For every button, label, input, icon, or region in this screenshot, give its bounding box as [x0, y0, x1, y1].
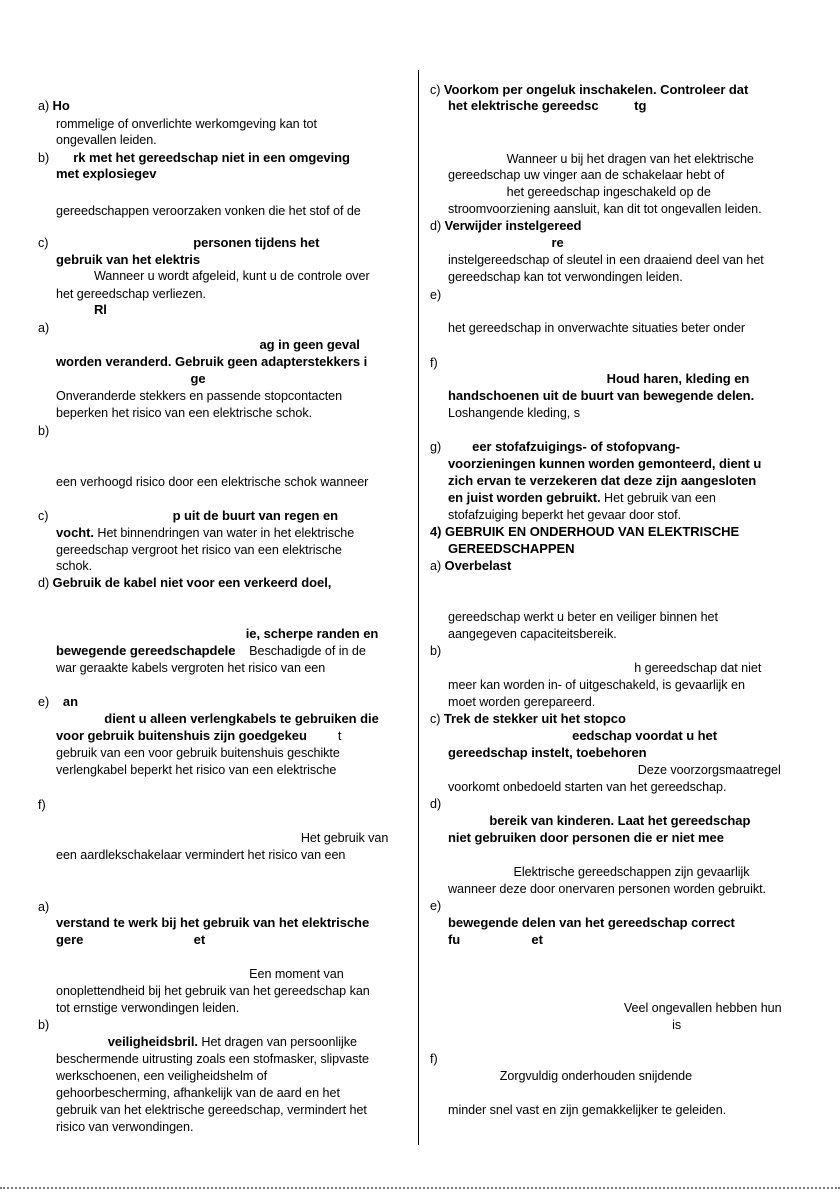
text-run: Het gebruik van: [56, 831, 389, 845]
bold-text-run: ag in geen geval: [259, 337, 360, 352]
text-run: gereedschap kan tot verwondingen leiden.: [448, 270, 683, 284]
text-line: [38, 150, 350, 166]
text-run: [56, 372, 191, 386]
text-line: [56, 745, 340, 761]
text-run: beschermende uitrusting zoals een stofmasker, slipvaste: [56, 1052, 369, 1066]
text-line: [56, 116, 317, 132]
text-line: [38, 320, 49, 336]
bold-text-run: niet gebruiken door personen die er niet mee: [448, 830, 724, 845]
bold-text-run: an: [62, 694, 78, 709]
text-line: [430, 524, 739, 540]
text-line: [448, 473, 756, 489]
bold-text-run: bewegende delen van het gereedschap correct: [448, 915, 735, 930]
text-run: [56, 1035, 108, 1049]
bold-text-run: het elektrische gereedsc tg: [448, 98, 647, 113]
text-line: [448, 507, 681, 523]
bold-text-run: re: [551, 235, 564, 250]
text-run: [56, 627, 246, 641]
text-line: [38, 423, 49, 439]
text-run: [448, 814, 489, 828]
text-line: [448, 320, 745, 336]
bold-text-run: p uit de buurt van regen en: [172, 508, 339, 523]
text-line: [448, 490, 716, 506]
text-run: stofafzuiging beperkt het gevaar door stof.: [448, 508, 682, 522]
text-run: [448, 372, 607, 386]
bold-text-run: fu et: [448, 932, 543, 947]
text-run: Het binnendringen van water in het elektrische: [93, 526, 355, 540]
text-run: beperken het risico van een elektrische schok.: [56, 406, 313, 420]
text-line: [448, 201, 762, 217]
bold-text-run: bereik van kinderen. Laat het gereedschap: [489, 813, 751, 828]
text-run: gereedschap uw vinger aan de schakelaar hebt of: [448, 168, 725, 182]
text-run: t: [306, 729, 342, 743]
text-run: f): [38, 798, 46, 812]
text-line: [56, 268, 370, 284]
text-line: [448, 932, 543, 948]
text-run: een aardlekschakelaar vermindert het risico van een: [56, 848, 346, 862]
text-line: [448, 456, 761, 472]
text-run: a): [430, 559, 445, 573]
text-line: [38, 899, 49, 915]
bold-text-run: rk met het gereedschap niet in een omgeving: [73, 150, 350, 165]
text-run: het gereedschap in onverwachte situaties beter onder: [448, 321, 746, 335]
text-line: [448, 1068, 692, 1084]
text-run: e): [38, 695, 63, 709]
text-line: [430, 643, 441, 659]
text-line: [56, 474, 368, 490]
text-run: gereedschappen veroorzaken vonken die het stof of de: [56, 204, 361, 218]
text-line: [448, 626, 617, 642]
text-run: war geraakte kabels vergroten het risico van een: [56, 661, 326, 675]
column-divider: [418, 70, 419, 1145]
text-line: [448, 252, 764, 268]
text-line: [56, 166, 156, 182]
text-run: Beschadigde of in de: [235, 644, 366, 658]
text-line: [448, 864, 749, 880]
text-line: [430, 711, 626, 727]
bold-text-run: ie, scherpe randen en: [245, 626, 379, 641]
text-line: [448, 1017, 681, 1033]
text-line: [448, 609, 718, 625]
bold-text-run: bewegende gereedschapdele: [56, 643, 236, 658]
bold-text-run: worden veranderd. Gebruik geen adapterstekkers i: [56, 354, 368, 369]
text-run: [56, 712, 104, 726]
bold-text-run: en juist worden gebruikt.: [448, 490, 601, 505]
bold-text-run: Overbelast: [444, 558, 512, 573]
text-run: het gereedschap verliezen.: [56, 287, 206, 301]
text-line: [430, 898, 441, 914]
bold-text-run: Gebruik de kabel niet voor een verkeerd doel,: [52, 575, 332, 590]
text-line: [56, 1068, 267, 1084]
text-run: [448, 729, 572, 743]
text-run: Elektrische gereedschappen zijn gevaarlijk: [448, 865, 750, 879]
bold-text-run: voor gebruik buitenshuis zijn goedgekeu: [56, 728, 307, 743]
text-line: [448, 813, 750, 829]
text-line: [56, 830, 388, 846]
text-line: [38, 1017, 49, 1033]
text-run: werkschoenen, een veiligheidshelm of: [56, 1069, 268, 1083]
text-line: [56, 1102, 367, 1118]
text-run: gehoorbescherming, afhankelijk van de aard en het: [56, 1086, 340, 1100]
bold-text-run: dient u alleen verlengkabels te gebruiken die: [104, 711, 379, 726]
text-line: [56, 203, 361, 219]
text-line: [448, 405, 580, 421]
text-line: [448, 388, 754, 404]
text-run: Onveranderde stekkers en passende stopcontacten: [56, 389, 343, 403]
text-line: [56, 762, 336, 778]
bold-text-run: Houd haren, kleding en: [606, 371, 750, 386]
text-line: [430, 558, 511, 574]
text-line: [448, 1102, 726, 1118]
bold-text-run: personen tijdens het: [193, 235, 320, 250]
text-run: c): [430, 712, 444, 726]
text-line: [56, 337, 360, 353]
text-run: [448, 236, 551, 250]
text-line: [448, 830, 724, 846]
text-run: instelgereedschap of sleutel in een draaiend deel van het: [448, 253, 764, 267]
text-line: [448, 1000, 782, 1016]
text-run: Deze voorzorgsmaatregel: [448, 763, 781, 777]
text-run: meer kan worden in- of uitgeschakeld, is gevaarlijk en: [448, 678, 745, 692]
bold-text-run: veiligheidsbril.: [107, 1034, 198, 1049]
text-run: c): [38, 236, 194, 250]
page-bottom-rule: [0, 1187, 840, 1189]
text-line: [448, 167, 724, 183]
text-line: [430, 82, 748, 98]
text-line: [448, 371, 749, 387]
bold-text-run: gere et: [56, 932, 206, 947]
bold-text-run: vocht.: [56, 525, 94, 540]
text-run: schok.: [56, 559, 93, 573]
text-run: Wanneer u bij het dragen van het elektrische: [448, 152, 754, 166]
text-line: [56, 558, 92, 574]
text-run: onoplettendheid bij het gebruik van het gereedschap kan: [56, 984, 370, 998]
bold-text-run: ge: [190, 371, 206, 386]
bold-text-run: eer stofafzuigings- of stofopvang-: [472, 439, 680, 454]
text-run: d): [430, 797, 442, 811]
bold-text-run: eedschap voordat u het: [572, 728, 717, 743]
bold-text-run: handschoenen uit de buurt van bewegende delen.: [448, 388, 755, 403]
text-line: [56, 388, 342, 404]
text-line: [56, 1034, 357, 1050]
text-line: [430, 218, 581, 234]
text-run: c): [430, 83, 444, 97]
text-run: Een moment van: [56, 967, 344, 981]
text-line: [448, 98, 646, 114]
text-line: [38, 575, 331, 591]
text-run: gereedschap werkt u beter en veiliger binnen het: [448, 610, 718, 624]
text-run: Het gebruik van een: [600, 491, 716, 505]
text-run: b): [38, 151, 74, 165]
text-line: [38, 235, 319, 251]
bold-text-run: Verwijder instelgereed: [444, 218, 582, 233]
text-line: [430, 1051, 438, 1067]
text-line: [56, 1119, 193, 1135]
text-run: Het dragen van persoonlijke: [197, 1035, 357, 1049]
text-line: [430, 796, 441, 812]
text-run: f): [430, 1052, 438, 1066]
text-line: [448, 269, 683, 285]
text-line: [56, 711, 379, 727]
bold-text-run: Trek de stekker uit het stopco: [443, 711, 626, 726]
bold-text-run: Ho: [52, 98, 70, 113]
text-line: [56, 1085, 340, 1101]
text-run: Loshangende kleding, s: [448, 406, 580, 420]
text-run: voorkomt onbedoeld starten van het gereedschap.: [448, 780, 727, 794]
text-run: verlengkabel beperkt het risico van een elektrische: [56, 763, 337, 777]
text-run: wanneer deze door onervaren personen worden gebruikt.: [448, 882, 766, 896]
text-line: [38, 797, 46, 813]
text-run: aangegeven capaciteitsbereik.: [448, 627, 617, 641]
text-line: [448, 915, 735, 931]
text-run: gebruik van het elektrische gereedschap, vermindert het: [56, 1103, 367, 1117]
text-line: [56, 660, 325, 676]
text-run: ongevallen leiden.: [56, 133, 157, 147]
text-line: [56, 525, 354, 541]
text-line: [56, 643, 366, 659]
text-run: d): [430, 219, 445, 233]
text-line: [56, 1051, 369, 1067]
text-line: [56, 1000, 239, 1016]
text-line: [56, 132, 157, 148]
bold-text-run: verstand te werk bij het gebruik van het elektrische: [56, 915, 370, 930]
text-run: stroomvoorziening aansluit, kan dit tot ongevallen leiden.: [448, 202, 762, 216]
text-line: [448, 745, 647, 761]
text-run: f): [430, 356, 438, 370]
text-line: [56, 626, 378, 642]
text-line: [448, 235, 564, 251]
text-line: [38, 694, 78, 710]
text-line: [448, 762, 781, 778]
text-run: [56, 303, 94, 317]
text-run: Veel ongevallen hebben hun: [448, 1001, 782, 1015]
text-run: e): [430, 288, 442, 302]
text-line: [38, 508, 338, 524]
text-run: risico van verwondingen.: [56, 1120, 194, 1134]
text-run: d): [38, 576, 53, 590]
text-run: b): [38, 1018, 50, 1032]
text-line: [430, 355, 438, 371]
text-line: [56, 847, 345, 863]
text-line: [56, 728, 341, 744]
text-line: [56, 405, 312, 421]
text-run: h gereedschap dat niet: [448, 661, 762, 675]
text-run: gebruik van een voor gebruik buitenshuis geschikte: [56, 746, 340, 760]
text-run: rommelige of onverlichte werkomgeving kan tot: [56, 117, 317, 131]
bold-text-run: Rl: [93, 302, 107, 317]
text-line: [56, 286, 206, 302]
text-run: a): [38, 900, 50, 914]
text-line: [430, 287, 441, 303]
text-line: [448, 677, 745, 693]
text-run: is: [448, 1018, 682, 1032]
bold-text-run: gereedschap instelt, toebehoren: [448, 745, 647, 760]
text-line: [56, 932, 205, 948]
text-line: [448, 881, 766, 897]
text-run: Zorgvuldig onderhouden snijdende: [448, 1069, 693, 1083]
text-line: [448, 694, 595, 710]
text-line: [448, 728, 717, 744]
text-run: c): [38, 509, 173, 523]
text-line: [56, 252, 200, 268]
text-line: [430, 439, 680, 455]
text-line: [56, 966, 344, 982]
text-run: een verhoogd risico door een elektrische schok wanneer: [56, 475, 369, 489]
bold-text-run: 4) GEBRUIK EN ONDERHOUD VAN ELEKTRISCHE: [430, 524, 740, 539]
text-line: [56, 983, 370, 999]
text-line: [38, 98, 70, 114]
text-line: [56, 371, 206, 387]
text-run: minder snel vast en zijn gemakkelijker te geleiden.: [448, 1103, 727, 1117]
text-line: [448, 779, 726, 795]
text-run: e): [430, 899, 442, 913]
bold-text-run: met explosiegev: [56, 166, 157, 181]
text-run: Wanneer u wordt afgeleid, kunt u de controle over: [56, 269, 370, 283]
text-line: [56, 542, 342, 558]
text-run: [56, 338, 260, 352]
text-line: [448, 151, 754, 167]
text-run: moet worden gerepareerd.: [448, 695, 596, 709]
bold-text-run: gebruik van het elektris: [56, 252, 201, 267]
text-run: b): [38, 424, 50, 438]
text-run: tot ernstige verwondingen leiden.: [56, 1001, 240, 1015]
bold-text-run: GEREEDSCHAPPEN: [448, 541, 575, 556]
text-line: [448, 660, 761, 676]
bold-text-run: zich ervan te verzekeren dat deze zijn aangesloten: [448, 473, 757, 488]
bold-text-run: Voorkom per ongeluk inschakelen. Controleer dat: [443, 82, 749, 97]
text-line: [448, 541, 574, 557]
text-run: gereedschap vergroot het risico van een elektrische: [56, 543, 342, 557]
text-run: g): [430, 440, 473, 454]
text-run: b): [430, 644, 442, 658]
text-line: [56, 915, 369, 931]
text-run: a): [38, 99, 53, 113]
bold-text-run: voorzieningen kunnen worden gemonteerd, dient u: [448, 456, 762, 471]
text-run: het gereedschap ingeschakeld op de: [448, 185, 711, 199]
text-line: [56, 354, 367, 370]
text-line: [448, 184, 711, 200]
text-run: a): [38, 321, 50, 335]
text-line: [56, 302, 107, 318]
